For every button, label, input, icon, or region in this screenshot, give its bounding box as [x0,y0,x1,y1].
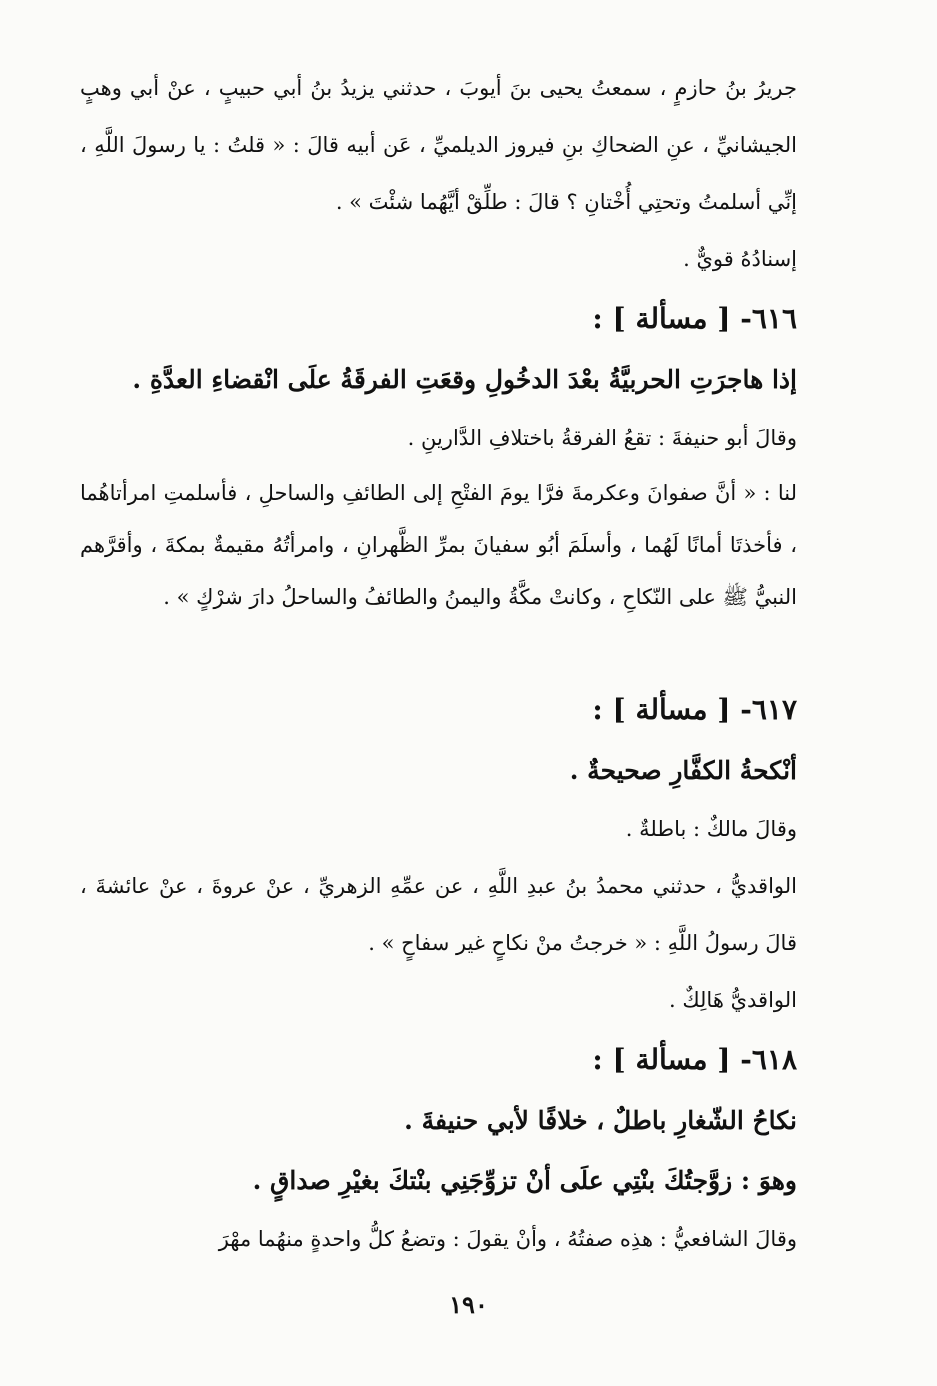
masala-617-halik: الواقديُّ هَالِكٌ . [668,988,797,1012]
masala-617-malik: وقالَ مالكٌ : باطلةٌ . [625,817,797,841]
masala-616-proof: لنا : « أنَّ صفوانَ وعكرمةَ فرَّا يومَ الفتْحِ إلى الطائفِ والساحلِ ، فأسلمتِ امرأتاهُما ، فأخذتَا أمانًا لَهُما ، وأسلَمَ أبُو سفيانَ بمرِّ الظَّهرانِ ، وامرأتُهُ مقيمةٌ بمكةَ ، وأقرَّهم النبيُّ ﷺ على النّكاحِ ، وكانتْ مكَّةُ واليمنُ والطائفُ والساحلُ دارَ شرْكٍ » . [80,481,797,609]
masala-616-title: إذا هاجرَتِ الحربيَّةُ بعْدَ الدخُولِ وقعَتِ الفرقَةُ علَى انْقضاءِ العدَّةِ . [132,365,797,394]
masala-617-heading: ٦١٧- [ مسألة ] : [592,693,797,726]
page-body [80,60,797,1268]
masala-618-heading: ٦١٨- [ مسألة ] : [592,1043,797,1076]
intro-paragraph: جريرُ بنُ حازمٍ ، سمعتُ يحيى بنَ أيوبَ ، حدثني يزيدُ بنُ أبي حبيبٍ ، عنْ أبي وهبٍ الجيشانيِّ ، عنِ الضحاكِ بنِ فيروز الديلميِّ ، عَن أبيه قالَ : « قلتُ : يا رسولَ اللَّهِ ، إنِّي أسلمتُ وتحتِي أُخْتانِ ؟ قالَ : طلِّقْ أيَّهُما شئْتَ » . [80,76,797,214]
masala-618-definition: وهوَ : زوَّجتُكَ بنْتِي علَى أنْ تزوِّجَنِي بنْتكَ بغيْرِ صداقٍ . [252,1166,797,1195]
masala-616-abu-hanifa: وقالَ أبو حنيفةَ : تقعُ الفرقةُ باختلافِ الدَّارينِ . [407,426,797,450]
masala-618-shafii: وقالَ الشافعيُّ : هذِه صفتُهُ ، وأنْ يقولَ : وتضعُ كلُّ واحدةٍ منهُما مهْرَ [218,1227,797,1251]
masala-618-title: نكاحُ الشّغارِ باطلٌ ، خلافًا لأبي حنيفةَ . [404,1106,797,1135]
masala-617-waqidi: الواقديُّ ، حدثني محمدُ بنُ عبدِ اللَّهِ ، عن عمِّهِ الزهريِّ ، عنْ عروةَ ، عنْ عائشةَ ، قالَ رسولُ اللَّهِ : « خرجتُ منْ نكاحٍ غير سفاحٍ » . [80,874,797,955]
page-number: ١٩٠ [449,1290,488,1319]
isnad-note: إسنادُهُ قويٌّ . [683,247,797,271]
masala-616-heading: ٦١٦- [ مسألة ] : [592,302,797,335]
masala-617-title: أنْكحةُ الكفَّارِ صحيحةٌ . [569,756,797,785]
